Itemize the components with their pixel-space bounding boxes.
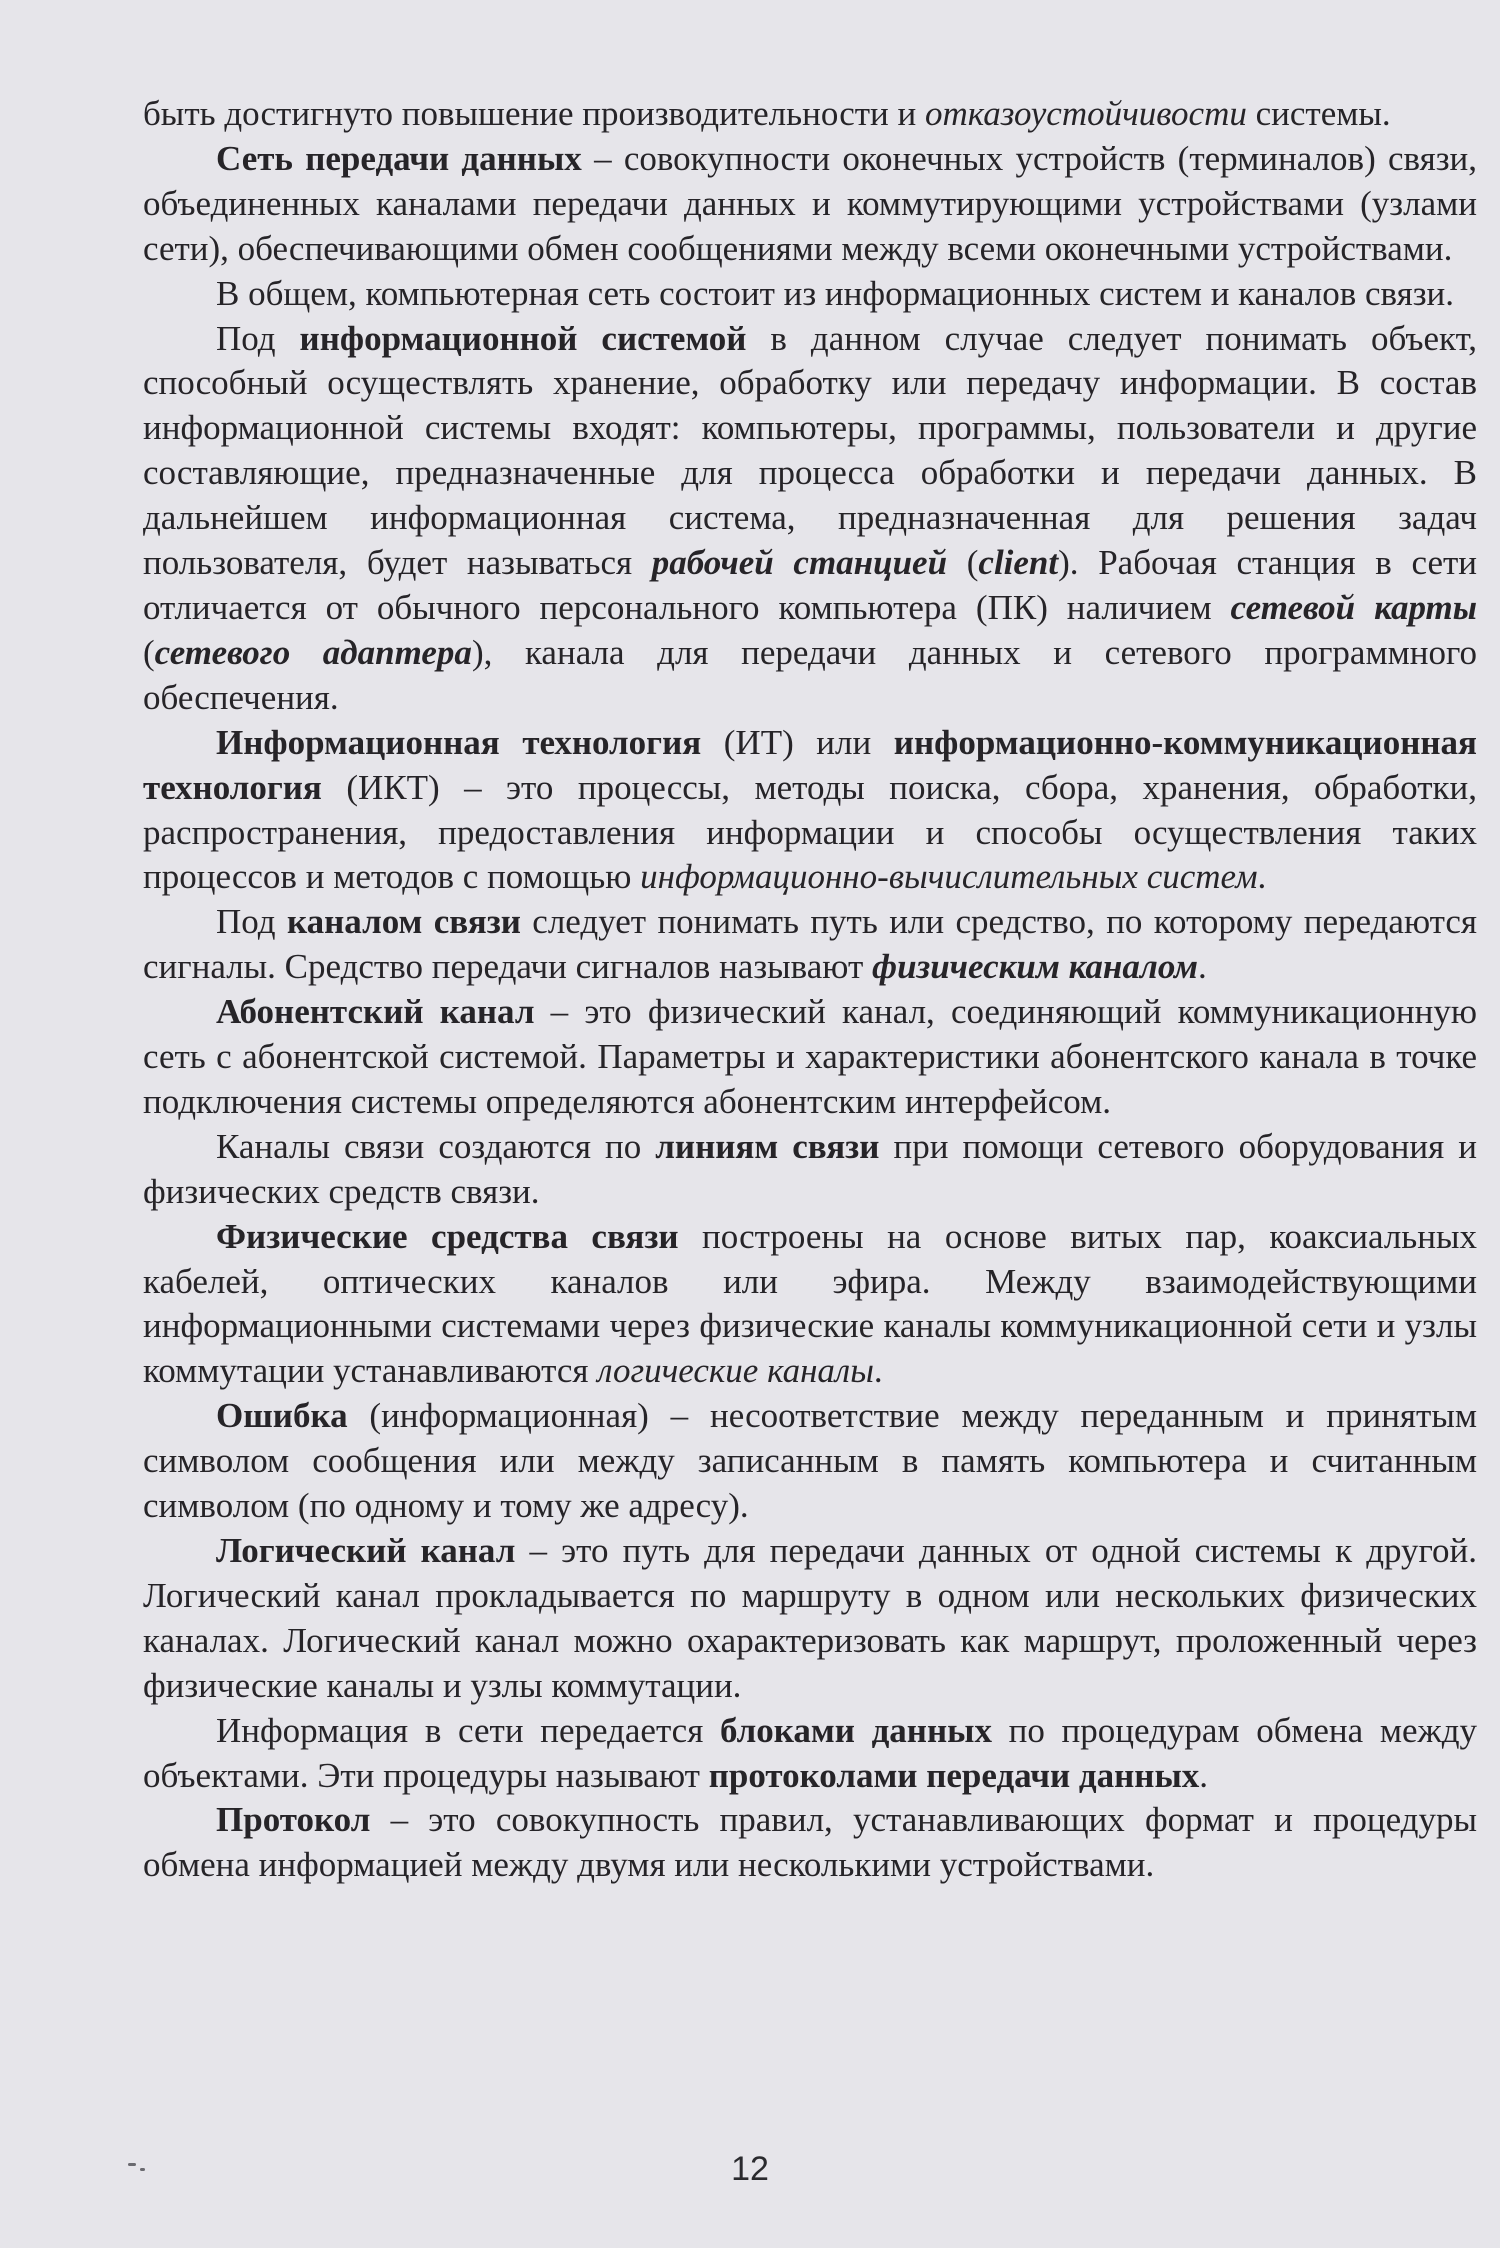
- text-run: .: [1197, 947, 1207, 987]
- term-bold: Информационная технология: [216, 722, 702, 762]
- text-run: Под: [216, 318, 300, 358]
- term-bold: блоками данных: [720, 1710, 992, 1750]
- term-bold: Ошибка: [216, 1396, 348, 1436]
- term-bold: информационно-коммуникационная технология: [143, 722, 1477, 807]
- paragraph: [143, 990, 1477, 1125]
- dust-speck: [128, 2163, 136, 2166]
- term-bold: каналом связи: [286, 902, 521, 942]
- text-run: ). Рабочая станция в сети отличается от обычного персонального компьютера (ПК) наличием: [143, 543, 1477, 627]
- text-run: – это путь для передачи данных от одной системы к другой. Логический канал прокладывается по маршруту в одном или нескольких физических каналах. Логический канал можно охарактеризовать как маршрут, проложенный через физические каналы и узлы коммутации.: [143, 1531, 1477, 1705]
- text-run: системы.: [1246, 94, 1391, 133]
- term-bold: Физические средства связи: [216, 1216, 679, 1256]
- text-run: построены на основе витых пар, коаксиальных кабелей, оптических каналов или эфира. Между взаимодействующими информационными системами через физические каналы коммуникационной сети и узлы коммутации устанавливаются: [143, 1216, 1477, 1391]
- text-run: быть достигнуто повышение производительности и: [143, 94, 925, 133]
- term-bold: Сеть передачи данных: [216, 138, 582, 178]
- text-run: (: [947, 543, 979, 583]
- paragraph: [143, 1709, 1477, 1799]
- paragraph: [143, 900, 1477, 990]
- text-run: .: [1257, 857, 1267, 897]
- term-bold-italic: физическим каналом: [872, 947, 1198, 987]
- term-italic: информационно-вычислительных систем: [640, 857, 1258, 897]
- text-run: следует понимать путь или средство, по которому передаются сигналы. Средство передачи сигналов называют: [143, 902, 1478, 987]
- paragraph: [143, 1215, 1477, 1395]
- text-run: Под: [216, 902, 287, 942]
- text-run: – это физический канал, соединяющий коммуникационную сеть с абонентской системой. Параметры и характеристики абонентского канала в точке подключения системы определяются абонентским интерфейсом.: [143, 992, 1477, 1121]
- text-run: – это совокупность правил, устанавливающих формат и процедуры обмена информацией между двумя или несколькими устройствами.: [143, 1800, 1477, 1885]
- text-run: (ИКТ) – это процессы, методы поиска, сбора, хранения, обработки, распространения, предоставления информации и способы осуществления таких процессов и методов с помощью: [143, 767, 1477, 897]
- text-run: при помощи сетевого оборудования и физических средств связи.: [143, 1126, 1477, 1211]
- text-run: Информация в сети передается: [216, 1710, 720, 1750]
- text-run: по процедурам обмена между объектами. Эти процедуры называют: [143, 1710, 1478, 1795]
- text-run: Каналы связи создаются по: [216, 1126, 656, 1166]
- paragraph: [143, 1125, 1477, 1215]
- term-bold: информационной системой: [299, 318, 747, 358]
- text-run: (информационная) – несоответствие между переданным и принятым символом сообщения или между записанным в память компьютера и считанным символом (по одному и тому же адресу).: [143, 1396, 1477, 1526]
- term-bold-italic: сетевого адаптера: [154, 632, 472, 672]
- term-bold-italic: client: [978, 543, 1059, 583]
- paragraph: [143, 1798, 1477, 1888]
- term-italic: логические каналы: [597, 1351, 874, 1391]
- term-italic: отказоустойчивости: [925, 94, 1247, 133]
- paragraph: [143, 1394, 1477, 1529]
- text-run: .: [873, 1351, 883, 1391]
- term-bold: Логический канал: [216, 1531, 516, 1570]
- text-run: В общем, компьютерная сеть состоит из информационных систем и каналов связи.: [216, 273, 1455, 313]
- paragraph: [143, 92, 1477, 137]
- text-run: – совокупности оконечных устройств (терминалов) связи, объединенных каналами передачи данных и коммутирующими устройствами (узлами сети), обеспечивающими обмен сообщениями между всеми оконечными устройствами.: [143, 138, 1477, 268]
- term-bold-italic: рабочей станцией: [651, 543, 948, 583]
- text-run: (ИТ) или: [701, 722, 894, 762]
- paragraph: [143, 1529, 1477, 1709]
- paragraph: [143, 272, 1477, 317]
- text-run: ), канала для передачи данных и сетевого программного обеспечения.: [143, 632, 1477, 717]
- paragraph: [143, 721, 1477, 901]
- term-bold: Протокол: [216, 1800, 371, 1840]
- paragraph: [143, 317, 1477, 721]
- page-number: 12: [731, 2150, 769, 2188]
- term-bold: протоколами передачи данных: [708, 1755, 1200, 1795]
- text-run: в данном случае следует понимать объект, способный осуществлять хранение, обработку или передачу информации. В состав информационной системы входят: компьютеры, программы, пользователи и другие составляющие, предназначенные для процесса обработки и передачи данных. В дальнейшем информационная система, предназначенная для решения задач пользователя, будет называться: [143, 318, 1477, 583]
- term-bold: линиям связи: [655, 1126, 880, 1166]
- body-text: [143, 92, 1477, 1888]
- paragraph: [143, 137, 1477, 272]
- text-run: .: [1199, 1755, 1209, 1795]
- term-bold: Абонентский канал: [216, 992, 535, 1032]
- text-run: (: [143, 632, 155, 672]
- term-bold-italic: сетевой карты: [1230, 587, 1478, 627]
- dust-speck: [140, 2168, 145, 2171]
